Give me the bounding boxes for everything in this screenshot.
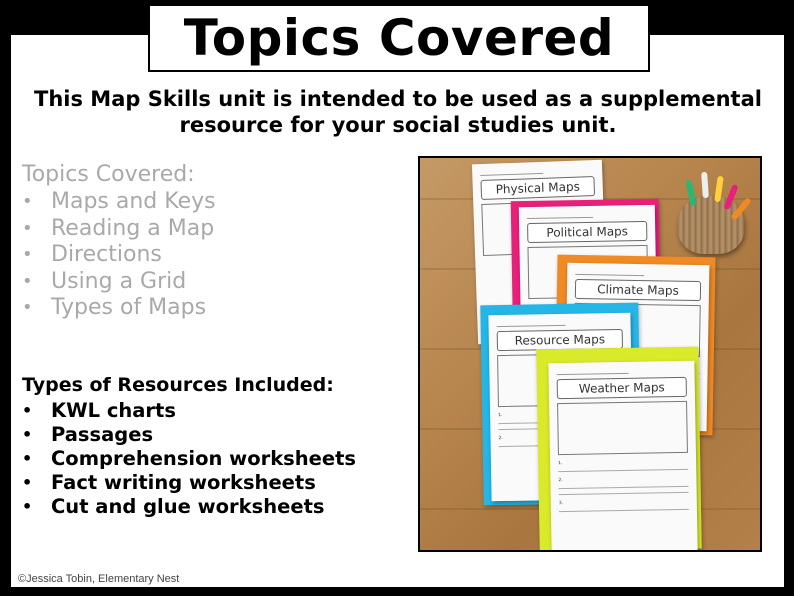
page-title: Topics Covered xyxy=(183,9,615,67)
topic-item: • Reading a Map xyxy=(22,216,216,243)
worksheet-physical: Physical Maps xyxy=(472,160,608,344)
topic-item: • Directions xyxy=(22,242,216,269)
resource-item: • Cut and glue worksheets xyxy=(22,495,356,519)
resource-item: • KWL charts xyxy=(22,399,356,423)
worksheet-climate: Climate Maps xyxy=(565,263,710,431)
topics-list xyxy=(22,189,216,322)
resource-item: • Comprehension worksheets xyxy=(22,447,356,471)
title-box xyxy=(148,4,650,72)
topic-item: • Maps and Keys xyxy=(22,189,216,216)
resource-item: • Fact writing worksheets xyxy=(22,471,356,495)
copyright-credit: ©Jessica Tobin, Elementary Nest xyxy=(18,573,180,585)
pencil-cup-icon xyxy=(678,196,744,254)
resources-heading: Types of Resources Included: xyxy=(22,374,334,396)
worksheet-resource: Resource Maps 1. 2. xyxy=(488,313,633,501)
topic-item: • Using a Grid xyxy=(22,269,216,296)
resource-item: • Passages xyxy=(22,423,356,447)
worksheet-political: Political Maps xyxy=(519,205,657,347)
worksheet-weather: Weather Maps 1. 2. 3. xyxy=(548,361,697,552)
resources-list xyxy=(22,399,356,519)
topic-item: • Types of Maps xyxy=(22,295,216,322)
product-photo xyxy=(418,156,762,552)
topics-heading: Topics Covered: xyxy=(22,162,195,187)
intro-text: This Map Skills unit is intended to be used as a supplemental resource for your social studies unit. xyxy=(34,87,762,137)
